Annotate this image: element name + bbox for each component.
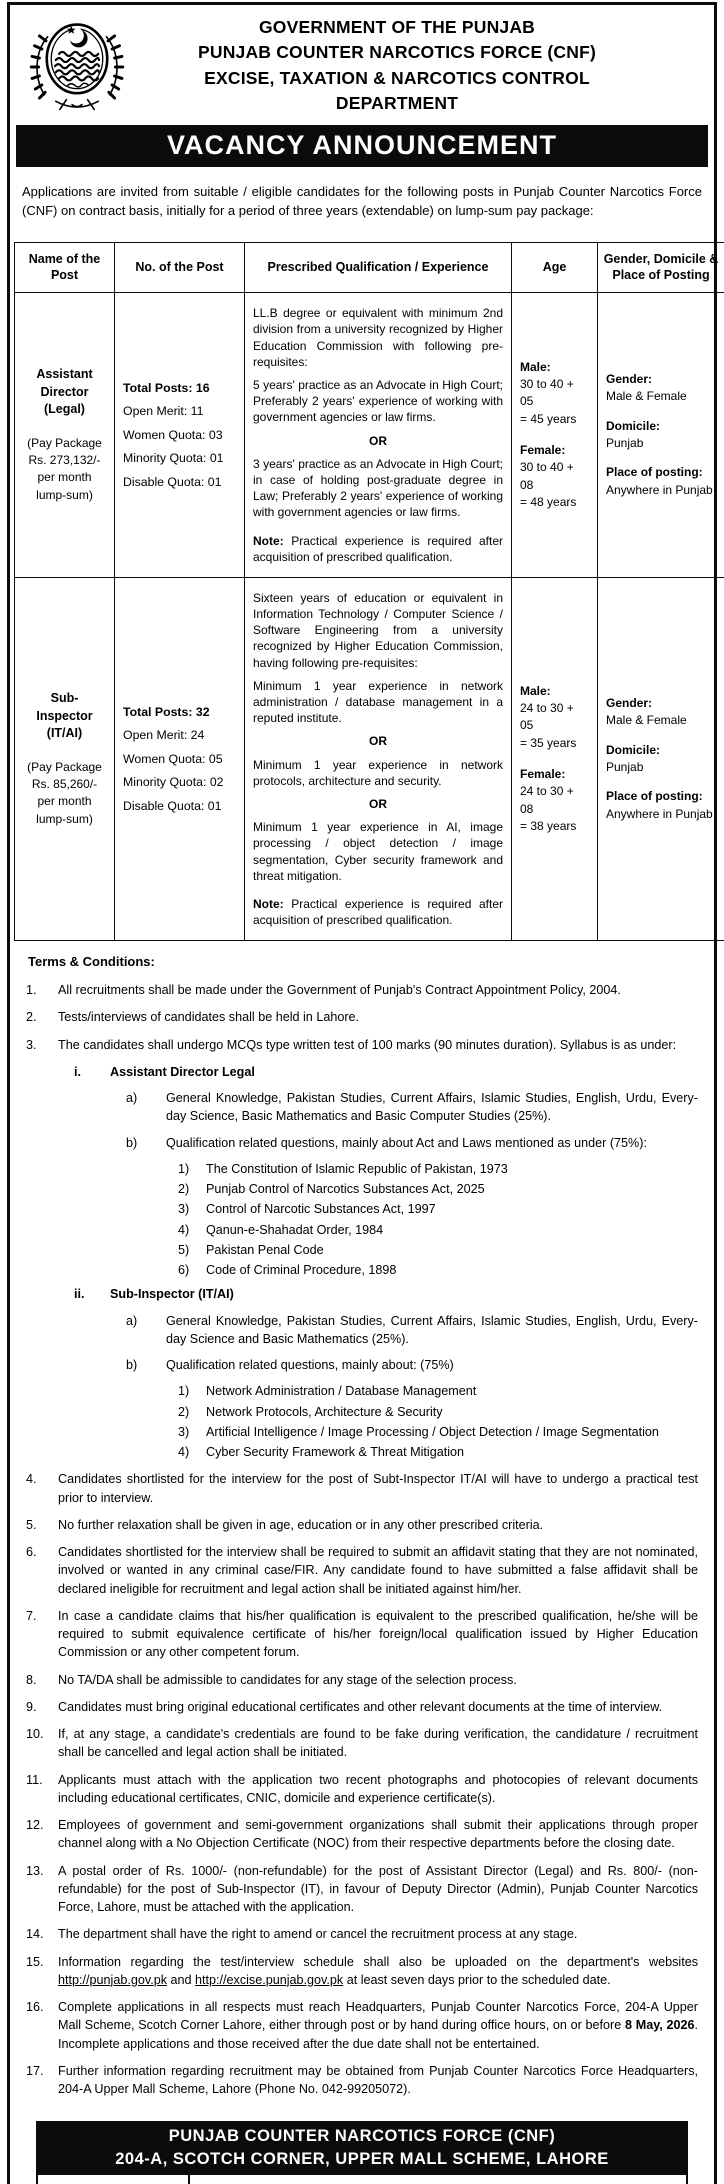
term-item-7: 7. In case a candidate claims that his/her qualification is equivalent to the prescribed qualification, he/she will be required to submit equivalence certificate of his/her foreign/local qualification issued by Higher Education Commission or any other competent forum. — [26, 1607, 698, 1662]
domicile-label: Domicile: — [606, 418, 716, 435]
domicile-value: Punjab — [606, 435, 716, 452]
list-item: 4) Cyber Security Framework & Threat Mitigation — [178, 1443, 698, 1461]
age-male-range: 30 to 40 + 05 — [520, 376, 589, 411]
list-item: 5) Pakistan Penal Code — [178, 1241, 698, 1259]
table-header-row — [15, 242, 724, 293]
term-item-4: 4. Candidates shortlisted for the interview for the post of Subt-Inspector IT/AI will have to undergo a practical test prior to interview. — [26, 1470, 698, 1507]
vacancy-announcement-banner: VACANCY ANNOUNCEMENT — [16, 125, 708, 167]
syllabus-block — [26, 1063, 698, 1462]
posting-label: Place of posting: — [606, 464, 716, 481]
post-name-cell — [15, 293, 115, 578]
term-item-17: 17. Further information regarding recruitment may be obtained from Punjab Counter Narcotics Force Headquarters, 204-A Upper Mall Scheme, Lahore (Phone No. 042-99205072). — [26, 2062, 698, 2099]
posts-line: Minority Quota: 01 — [123, 450, 236, 467]
header — [14, 5, 710, 123]
term-item-11: 11. Applicants must attach with the application two recent photographs and photocopies of relevant documents including educational certificates, CNIC, domicile and experience certificate(s). — [26, 1771, 698, 1808]
footer-address-banner — [36, 2121, 688, 2175]
gender-label: Gender: — [606, 371, 716, 388]
qualification-note: Note: Practical experience is required after acquisition of prescribed qualification. — [253, 533, 503, 565]
qualification-paragraph: Minimum 1 year experience in AI, image processing / object detection / image segmentation, Cyber security framework and threat mitigation. — [253, 819, 503, 884]
syllabus-post-ii: ii. Sub-Inspector (IT/AI) — [74, 1285, 698, 1303]
posting-label: Place of posting: — [606, 788, 716, 805]
age-cell — [512, 577, 598, 940]
header-line-4: DEPARTMENT — [134, 91, 660, 116]
syllabus-i-a: a) General Knowledge, Pakistan Studies, Current Affairs, Islamic Studies, English, Urdu, Every-day Science, Basic Mathematics and Basic Computer Studies (25%). — [126, 1089, 698, 1126]
footer-line-2: 204-A, SCOTCH CORNER, UPPER MALL SCHEME, LAHORE — [36, 2148, 688, 2170]
footer-line-1: PUNJAB COUNTER NARCOTICS FORCE (CNF) — [36, 2125, 688, 2147]
age-female-total: = 38 years — [520, 818, 589, 835]
col-header-age: Age — [512, 242, 598, 293]
list-item: 3) Artificial Intelligence / Image Processing / Object Detection / Image Segmentation — [178, 1423, 698, 1441]
vacancy-advertisement — [7, 2, 717, 2184]
table-row — [15, 293, 724, 578]
syllabus-post-i: i. Assistant Director Legal — [74, 1063, 698, 1081]
age-cell — [512, 293, 598, 578]
gender-value: Male & Female — [606, 388, 716, 405]
gender-value: Male & Female — [606, 712, 716, 729]
term-item-16: 16. Complete applications in all respects must reach Headquarters, Punjab Counter Narcotics Force, 204-A Upper Mall Scheme, Scotch Corner Lahore, either through post or by hand during office hours, on or before 8 May, 2026. Incomplete applications and those received after the due date shall not be entertained. — [26, 1998, 698, 2053]
or-separator: OR — [253, 433, 503, 449]
age-female-label: Female: — [520, 766, 589, 783]
col-header-gender-domicile: Gender, Domicile & Place of Posting — [598, 242, 724, 293]
term-item-12: 12. Employees of government and semi-government organizations shall submit their applications through proper channel along with a No Objection Certificate (NOC) from their respective departments before the closing date. — [26, 1816, 698, 1853]
cutoff-cell-divider — [188, 2175, 190, 2184]
qualification-paragraph: Minimum 1 year experience in network administration / database management in a reputed institute. — [253, 678, 503, 727]
posting-value: Anywhere in Punjab — [606, 806, 716, 823]
header-line-3: EXCISE, TAXATION & NARCOTICS CONTROL — [134, 66, 660, 91]
term-item-14: 14. The department shall have the right to amend or cancel the recruitment process at any stage. — [26, 1925, 698, 1943]
term-item-15: 15. Information regarding the test/interview schedule shall also be uploaded on the department's websites http://punjab.gov.pk and http://excise.punjab.gov.pk at least seven days prior to the scheduled date. — [26, 1953, 698, 1990]
post-title: Assistant Director (Legal) — [23, 366, 106, 419]
header-line-1: GOVERNMENT OF THE PUNJAB — [134, 15, 660, 40]
posts-line: Women Quota: 05 — [123, 751, 236, 768]
term-item-8: 8. No TA/DA shall be admissible to candidates for any stage of the selection process. — [26, 1671, 698, 1689]
list-item: 1) Network Administration / Database Management — [178, 1382, 698, 1400]
list-item: 3) Control of Narcotic Substances Act, 1997 — [178, 1200, 698, 1218]
qualification-paragraph: 3 years' practice as an Advocate in High Court; in case of holding post-graduate degree in Law; Preferably 2 years' experience of working with government agencies or law firms. — [253, 456, 503, 521]
term-item-10: 10. If, at any stage, a candidate's credentials are found to be fake during verification, the candidature / recruitment shall be cancelled and legal action shall be initiated. — [26, 1725, 698, 1762]
post-title: Sub-Inspector (IT/AI) — [23, 690, 106, 743]
age-female-range: 24 to 30 + 08 — [520, 783, 589, 818]
age-female-label: Female: — [520, 442, 589, 459]
term-item-3: 3. The candidates shall undergo MCQs type written test of 100 marks (90 minutes duration). Syllabus is as under: — [26, 1036, 698, 1054]
term-item-5: 5. No further relaxation shall be given in age, education or in any other prescribed criteria. — [26, 1516, 698, 1534]
qualification-paragraph: 5 years' practice as an Advocate in High Court; Preferably 2 years' experience of working with government agencies or law firms. — [253, 377, 503, 426]
posts-line: Total Posts: 32 — [123, 704, 236, 721]
qualification-cell — [245, 293, 512, 578]
term-item-1: 1. All recruitments shall be made under the Government of Punjab's Contract Appointment Policy, 2004. — [26, 981, 698, 999]
posts-line: Women Quota: 03 — [123, 427, 236, 444]
or-separator: OR — [253, 796, 503, 812]
terms-heading: Terms & Conditions: — [28, 953, 698, 972]
col-header-qualification: Prescribed Qualification / Experience — [245, 242, 512, 293]
domicile-label: Domicile: — [606, 742, 716, 759]
post-count-cell — [115, 577, 245, 940]
intro-paragraph: Applications are invited from suitable / eligible candidates for the following posts in Punjab Counter Narcotics Force (CNF) on contract basis, initially for a period of three years (extendable) on lump-sum pay package: — [14, 180, 710, 229]
list-item: 4) Qanun-e-Shahadat Order, 1984 — [178, 1221, 698, 1239]
list-item: 6) Code of Criminal Procedure, 1898 — [178, 1261, 698, 1279]
pay-package: (Pay Package Rs. 85,260/- per month lump-sum) — [23, 759, 106, 829]
qualification-paragraph: Minimum 1 year experience in network protocols, architecture and security. — [253, 757, 503, 789]
age-male-label: Male: — [520, 359, 589, 376]
header-line-2: PUNJAB COUNTER NARCOTICS FORCE (CNF) — [134, 40, 660, 65]
punjab-crest-logo — [28, 9, 126, 130]
excise-website-link[interactable]: http://excise.punjab.gov.pk — [195, 1973, 343, 1987]
syllabus-ii-b: b) Qualification related questions, mainly about: (75%) — [126, 1356, 698, 1374]
posts-line: Disable Quota: 01 — [123, 474, 236, 491]
age-female-range: 30 to 40 + 08 — [520, 459, 589, 494]
col-header-post-name: Name of the Post — [15, 242, 115, 293]
term-item-13: 13. A postal order of Rs. 1000/- (non-refundable) for the post of Assistant Director (Legal) and Rs. 800/- (non-refundable) for the post of Sub-Inspector (IT), in favour of Deputy Director (Admin), Punjab Counter Narcotics Force, Lahore, must be attached with the application. — [26, 1862, 698, 1917]
posts-line: Minority Quota: 02 — [123, 774, 236, 791]
posts-line: Open Merit: 11 — [123, 403, 236, 420]
post-count-cell — [115, 293, 245, 578]
pay-package: (Pay Package Rs. 273,132/- per month lump-sum) — [23, 435, 106, 505]
posts-table — [14, 242, 724, 942]
syllabus-ii-a: a) General Knowledge, Pakistan Studies, Current Affairs, Islamic Studies, English, Urdu, Every-day Science and Basic Mathematics (25%). — [126, 1312, 698, 1349]
gender-domicile-cell — [598, 577, 724, 940]
deadline-date: 8 May, 2026 — [625, 2018, 695, 2032]
list-item: 2) Punjab Control of Narcotics Substances Act, 2025 — [178, 1180, 698, 1198]
term-item-2: 2. Tests/interviews of candidates shall be held in Lahore. — [26, 1008, 698, 1026]
gender-label: Gender: — [606, 695, 716, 712]
cutoff-table-row — [36, 2175, 688, 2184]
syllabus-ii-b-list — [178, 1382, 698, 1461]
list-item: 2) Network Protocols, Architecture & Security — [178, 1403, 698, 1421]
qualification-paragraph: Sixteen years of education or equivalent in Information Technology / Computer Science / Software Engineering from a university recognized by Higher Education Commission, having following pre-requisites: — [253, 590, 503, 671]
terms-section — [14, 941, 710, 2111]
post-name-cell — [15, 577, 115, 940]
syllabus-i-b-list — [178, 1160, 698, 1280]
list-item: 1) The Constitution of Islamic Republic of Pakistan, 1973 — [178, 1160, 698, 1178]
term-item-9: 9. Candidates must bring original educational certificates and other relevant documents at the time of interview. — [26, 1698, 698, 1716]
table-row — [15, 577, 724, 940]
domicile-value: Punjab — [606, 759, 716, 776]
punjab-website-link[interactable]: http://punjab.gov.pk — [58, 1973, 167, 1987]
age-male-total: = 35 years — [520, 735, 589, 752]
posts-line: Open Merit: 24 — [123, 727, 236, 744]
qualification-cell — [245, 577, 512, 940]
posts-line: Disable Quota: 01 — [123, 798, 236, 815]
qualification-note: Note: Practical experience is required after acquisition of prescribed qualification. — [253, 896, 503, 928]
col-header-post-count: No. of the Post — [115, 242, 245, 293]
qualification-paragraph: LL.B degree or equivalent with minimum 2nd division from a university recognized by Higher Education Commission with following pre-requisites: — [253, 305, 503, 370]
or-separator: OR — [253, 733, 503, 749]
age-male-total: = 45 years — [520, 411, 589, 428]
age-female-total: = 48 years — [520, 494, 589, 511]
age-male-label: Male: — [520, 683, 589, 700]
posting-value: Anywhere in Punjab — [606, 482, 716, 499]
gender-domicile-cell — [598, 293, 724, 578]
posts-line: Total Posts: 16 — [123, 380, 236, 397]
age-male-range: 24 to 30 + 05 — [520, 700, 589, 735]
term-item-6: 6. Candidates shortlisted for the interview shall be required to submit an affidavit stating that they are not nominated, involved or wanted in any criminal case/FIR. Any candidate found to have submitted a false affidavit shall be declared ineligible for recruitment and legal action shall be initiated against him/her. — [26, 1543, 698, 1598]
syllabus-i-b: b) Qualification related questions, mainly about Act and Laws mentioned as under (75%): — [126, 1134, 698, 1152]
